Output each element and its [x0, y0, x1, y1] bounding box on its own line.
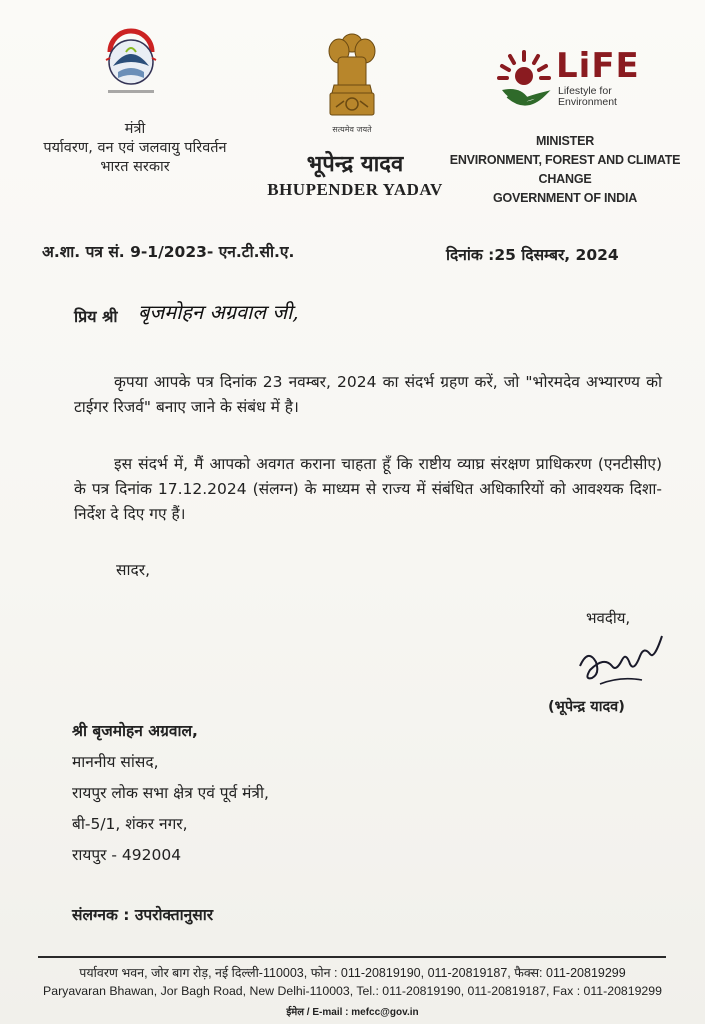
footer-divider [38, 956, 666, 958]
national-emblem-icon [320, 20, 384, 138]
life-logo-subtitle-line-1: Lifestyle for [558, 85, 612, 97]
footer-email: ईमेल / E-mail : mefcc@gov.in [286, 1007, 419, 1018]
hindi-title-ministry: पर्यावरण, वन एवं जलवायु परिवर्तन [43, 140, 227, 156]
minister-name-hindi: भूपेन्द्र यादव [306, 152, 404, 177]
footer-address-english: Paryavaran Bhawan, Jor Bagh Road, New Delhi-110003, Tel.: 011-20819190, 011-20819187, Fax : 011-20819299 [43, 984, 662, 998]
english-title-government: GOVERNMENT OF INDIA [492, 191, 638, 205]
english-title-minister: MINISTER [535, 134, 595, 148]
life-logo-subtitle-line-2: Environment [558, 96, 617, 108]
valediction: भवदीय, [586, 609, 631, 627]
footer-address-hindi: पर्यावरण भवन, जोर बाग रोड़, नई दिल्ली-110003, फोन : 011-20819190, 011-20819187, फैक्स: 011-20819299 [79, 966, 626, 980]
hindi-designation [20, 120, 250, 177]
salutation-prefix: प्रिय श्री [74, 307, 118, 326]
addressee-line-2: रायपुर लोक सभा क्षेत्र एवं पूर्व मंत्री, [72, 784, 269, 802]
body-paragraph-1: कृपया आपके पत्र दिनांक 23 नवम्बर, 2024 का संदर्भ ग्रहण करें, जो "भोरमदेव अभ्यारण्य को टाईगर रिजर्व" बनाए जाने के संबंध में है। [74, 373, 662, 416]
addressee-line-1: माननीय सांसद, [72, 753, 159, 771]
life-logo [496, 46, 640, 116]
addressee-line-4: रायपुर - 492004 [72, 846, 182, 864]
closing-regards: सादर, [116, 561, 150, 579]
life-logo-subtitle [558, 86, 617, 108]
life-logo-icon [496, 46, 552, 112]
handwritten-addressee-name: बृजमोहन अग्रवाल जी, [138, 300, 299, 324]
addressee-block [72, 716, 269, 871]
addressee-name: श्री बृजमोहन अग्रवाल, [72, 722, 198, 740]
hindi-title-government: भारत सरकार [100, 159, 170, 175]
signatory-name: (भूपेन्द्र यादव) [548, 699, 625, 715]
enclosure-note: संलग्नक : उपरोक्तानुसार [72, 906, 214, 924]
hindi-title-minister: मंत्री [124, 121, 146, 137]
emblem-motto: सत्यमेव जयते [332, 125, 372, 134]
letter-reference-number: अ.शा. पत्र सं. 9-1/2023- एन.टी.सी.ए. [42, 243, 295, 261]
minister-name-english: BHUPENDER YADAV [267, 180, 443, 199]
addressee-line-3: बी-5/1, शंकर नगर, [72, 815, 188, 833]
letter-date: दिनांक :25 दिसम्बर, 2024 [446, 246, 619, 264]
english-title-ministry: ENVIRONMENT, FOREST AND CLIMATE CHANGE [449, 153, 681, 186]
body-paragraph-2: इस संदर्भ में, मैं आपको अवगत कराना चाहता हूँ कि राष्टीय व्याघ्र संरक्षण प्राधिकरण (एनटीसीए) के पत्र दिनांक 17.12.2024 (संलग्न) के माध्यम से राज्य में संबंधित अधिकारियों को आवश्यक दिशा-निर्देश दे दिए गए हैं। [74, 455, 662, 523]
environment-ministry-logo-icon [100, 22, 162, 106]
life-logo-title: LiFE [556, 46, 640, 86]
english-designation [440, 132, 690, 208]
signature-icon [570, 626, 670, 696]
